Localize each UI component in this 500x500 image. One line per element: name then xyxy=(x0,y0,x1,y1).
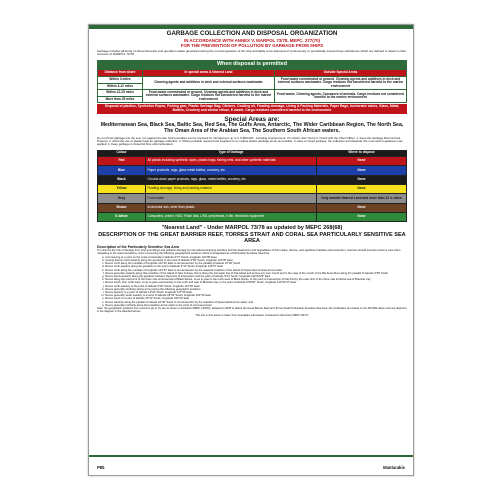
colour-header: Type of Garbage xyxy=(146,150,317,156)
psa-heading: Description of the Particularly Sensitive Sea Area xyxy=(97,245,179,250)
poster-code: P85 xyxy=(97,465,105,470)
garbage-poster xyxy=(88,24,414,476)
brand-name: Mantarakis xyxy=(383,465,405,470)
list-item: l. thence easterly to a point of latitude 13°00' South, longitude 147°00' East xyxy=(105,291,407,294)
intro-text: Garbage includes all kinds of virtual domestic and operation waste generated during the normal operation of the ship and liable to be disposed of continuously or periodically except those substances which are defined or listed in other Annexes of MARPOL 73/78. xyxy=(97,48,407,57)
colour-code-table xyxy=(97,150,407,223)
garbage-type-cell: Floating dunnage, lining and packing material xyxy=(146,184,317,193)
list-item: p. thence generally northerly along that coastline at low water to the point of commencement xyxy=(105,304,407,307)
top-green-bar xyxy=(89,25,413,29)
garbage-type-cell: All plastic including synthetic ropes, plastic bags, fishing nets, and other synthetic materials xyxy=(146,156,317,165)
special-areas-notes: Do not throw garbage into the sea, it is against the law. Strict penalties can be imposed for infringement up to U.S.$50,000 - including imprisonment. If in doubt, don't throw it. Check with the Chief Officer. 1. Keep the Garbage Record book Properly. 2. Avoid the use of plastic bags for garbage collection. 3. Where possible request food suppliers to try reduce plastic package as far as possible. In case of mixed garbage, the collection and disposal, the most strict regulations may applied. 4. Keep garbage in closed lid bins until incinerated. xyxy=(97,135,403,147)
list-item: h. thence along the outer limit of the three mile territorial sea of Black Rocks, so as to pass to the north west of Black Rocks, to the point of intersection of that limit by the outer limit of the three mile territorial sea of Bramble Cay xyxy=(105,278,407,281)
garbage-type-cell: Food waste xyxy=(146,194,317,203)
psa-list xyxy=(97,256,407,307)
garbage-type-cell: Incinerator ash, other than plastic xyxy=(146,203,317,212)
dispose-cell: None xyxy=(317,156,407,165)
table-row xyxy=(98,194,407,203)
disposal-header: In special areas & Nearest Land xyxy=(143,69,275,76)
list-item: e. thence north along the meridian of longitude 144°57' East to its intersection by the seaward coastline of the island of Papua New Guinea at low water xyxy=(105,269,407,272)
table-row xyxy=(98,213,407,222)
colour-header: Colour xyxy=(98,150,146,156)
dispose-cell: None xyxy=(317,184,407,193)
dispose-cell: None xyxy=(317,203,407,212)
disposal-header: Distance from shore xyxy=(98,69,143,76)
special-areas-list: Mediterranean Sea, Black Sea, Baltic Sea, Red Sea, The Gulfs Area, Antarctic, The Wider Caribbean Region, The North Sea, The Oman Area of the Arabian Sea, The Southern South African waters. xyxy=(100,121,404,134)
table-row xyxy=(98,90,407,96)
colour-name-cell: Yellow xyxy=(98,184,146,193)
poster-subtitle-2: FOR THE PREVENTION OF POLLUTION BY GARBAGE FROM SHIPS xyxy=(180,42,324,48)
table-row xyxy=(98,156,407,165)
colour-name-cell: Brown xyxy=(98,203,146,212)
list-item: i. thence south, then north-west, so as to pass successively to the north and east of Bramble Cay, to the point of latitude 9°08'30" South, longitude 143°52'47" East xyxy=(105,281,407,284)
table-row xyxy=(98,203,407,212)
psa-footnote: The text in this annex is taken from Australia's submission contained in document MEPC 66/7/1 xyxy=(195,314,309,318)
list-item: d. thence north-easterly along the geodesic to the point of latitude 9°13' South, longitude 144°57' East xyxy=(105,265,407,268)
table-row xyxy=(98,175,407,184)
psa-note: Note: the geographic positions from sections (a) to (n) are as those in resolution MEPC 133(53), adopted in 2005 to define the Great Barrier Reef and Torres Strait Particularly Sensitive Sea Area. All coordinates are based on the WGS84 datum and are depicted in the diagram in the attached annex. xyxy=(97,306,407,314)
list-item: m. thence generally south easterly to a point of latitude 18°00' South, longitude 152°00' East xyxy=(105,294,407,297)
table-row xyxy=(98,77,407,83)
colour-name-cell: E-Waste xyxy=(98,213,146,222)
poster-subtitle: IN ACCORDANCE WITH ANNEX V, MARPOL 73/78, MEPC. 277(70) xyxy=(183,37,321,43)
psa-intro: To minimize the risk of damage from ship groundings and pollution damage by international shipping activities and the destruction and degradation of this unique, diverse, and significant habitats and ecosystem, mariners should exercise extreme care when navigating in the area bounded by a line connecting the following geographical positions which is designated as a Particularly Sensitive Sea Area: xyxy=(97,249,401,256)
poster-title: GARBAGE COLLECTION AND DISPOSAL ORGANIZATION xyxy=(166,30,338,37)
list-item: n. thence south to a point of latitude 24°30' South, longitude 154°00' East xyxy=(105,297,407,300)
psa-body xyxy=(97,249,407,317)
list-item: g. thence south-westerly along the geodesic between that point of intersection and the point of latitude 9°24' South, longitude 142°03'29" East xyxy=(105,275,407,278)
distance-cell: Within 12-25 miles xyxy=(98,90,143,96)
distance-cell: Within 3-12 miles xyxy=(98,83,143,89)
colour-name-cell: Grey xyxy=(98,194,146,203)
list-item: a. commencing at a point on the coast of Australia in latitude 9°37' South, longitude 142°08' East xyxy=(105,256,407,259)
prohibited-alert: Disposal of plastics, Synthetics Ropes, Fishing gear, Plastic Garbage Bag, Clinkers, Cooking oil, Floating dunnage, Lining & Packing Materials, Paper Rags, Incinerator ashes, Glass, Metal, Bottles, Crockery and similar refuse, E-waste, Cargo residues considered harmful to the environment xyxy=(97,104,407,114)
list-item: k. thence generally southerly along a line joining the following geographic positions xyxy=(105,288,407,291)
dispose-cell: None xyxy=(317,175,407,184)
list-item: b. running thence north-easterly along the geodesic to the point of latitude 9°00' South, longitude 144°30' East xyxy=(105,259,407,262)
disposal-header: Outside Special Areas xyxy=(275,69,407,76)
list-item: o. thence westerly along the parallel of latitude 24°30' South to its intersection by the coastline of Queensland at low water; and xyxy=(105,301,407,304)
distance-cell: Within 3 miles xyxy=(98,77,143,83)
list-item: f. thence generally easterly along that coastline of the island of New Guinea, that is along the low water line of that island and across any river mouth and in the case of the mouth of the Bia Kusa River along the parallel of latitude 9°08' South xyxy=(105,272,407,275)
dispose-cell: None xyxy=(317,166,407,175)
nearest-land-title: "Nearest Land" - Under MARPOL 73/78 as updated by MEPC 268(68) xyxy=(161,225,343,232)
special-areas-title: Special Areas are: xyxy=(224,115,280,123)
special-cell: Food waste comminuted or ground, Cleaning agents and additives in deck and external surfaces washwater. Cargo residues not considered harmful to the marine environment xyxy=(143,90,275,103)
list-item: j. thence north-easterly to the point of latitude 9°00' South, longitude 144°30' East xyxy=(105,285,407,288)
footer xyxy=(97,465,405,470)
table-row xyxy=(98,166,407,175)
special-cell: Cleaning agents and additives in deck and external surfaces washwater xyxy=(143,77,275,90)
table-row xyxy=(98,184,407,193)
disposal-table xyxy=(97,69,407,103)
garbage-type-cell: Paper products, rags, glass metal bottles, crockery, etc. xyxy=(146,166,317,175)
nearest-land-subtitle: DESCRIPTION OF THE GREAT BARRIER REEF, TORRES STRAIT AND CORAL SEA PARTICULARLY SENSITIVE SEA AREA xyxy=(98,231,406,245)
dispose-cell: None xyxy=(317,213,407,222)
dispose-cell: Only outside Nearest Land and more than 12 n. miles xyxy=(317,194,407,203)
colour-name-cell: Blue xyxy=(98,166,146,175)
colour-name-cell: Red xyxy=(98,156,146,165)
list-item: c. thence north along the meridian of longitude 144°30' East to its intersection by the parallel of latitude 15°00' South xyxy=(105,262,407,265)
disposal-banner: When disposal is permitted xyxy=(97,60,407,69)
garbage-type-cell: Computers, printer, HDD, Flash disk, USB, peripherals, e-file, electronic equipment xyxy=(146,213,317,222)
garbage-type-cell: Ground-down paper products, rags, glass, metal bottles, crockery, etc. xyxy=(146,175,317,184)
outside-cell: Food waste, Cleaning agents, Carcasses of animals. Cargo residues not considered harmful to the marine environment xyxy=(275,90,407,103)
outside-cell: Food waste comminuted or ground, Cleaning agents and additives in deck and external surfaces washwater. Cargo residues not considered harmful to the marine environment xyxy=(275,77,407,90)
colour-name-cell: Black xyxy=(98,175,146,184)
distance-cell: More than 25 miles xyxy=(98,96,143,102)
colour-header: Where to dispose xyxy=(317,150,407,156)
bottom-green-bar xyxy=(89,455,413,457)
